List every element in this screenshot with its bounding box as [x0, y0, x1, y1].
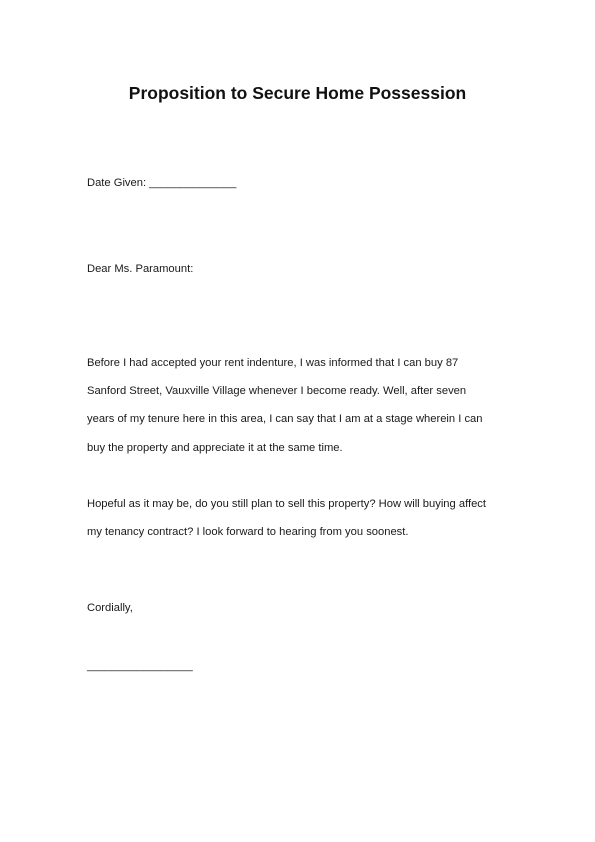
paragraph-line: my tenancy contract? I look forward to hearing from you soonest. — [87, 526, 409, 539]
paragraph-line: Before I had accepted your rent indenture, I was informed that I can buy 87 — [87, 357, 459, 369]
page-title: Proposition to Secure Home Possession — [128, 83, 467, 103]
closing: Cordially, — [87, 602, 133, 614]
paragraph-line: buy the property and appreciate it at the same time. — [87, 441, 343, 454]
date-line: Date Given: ______________ — [87, 177, 237, 189]
body-paragraph-1 — [87, 349, 507, 462]
body-paragraph-2 — [87, 490, 507, 546]
paragraph-line: Sanford Street, Vauxville Village whenever I become ready. Well, after seven — [87, 385, 467, 398]
signature-line: _________________ — [87, 660, 193, 672]
paragraph-line: Hopeful as it may be, do you still plan to sell this property? How will buying affect — [87, 498, 487, 510]
salutation: Dear Ms. Paramount: — [87, 263, 194, 275]
paragraph-line: years of my tenure here in this area, I can say that I am at a stage wherein I can — [87, 413, 483, 426]
